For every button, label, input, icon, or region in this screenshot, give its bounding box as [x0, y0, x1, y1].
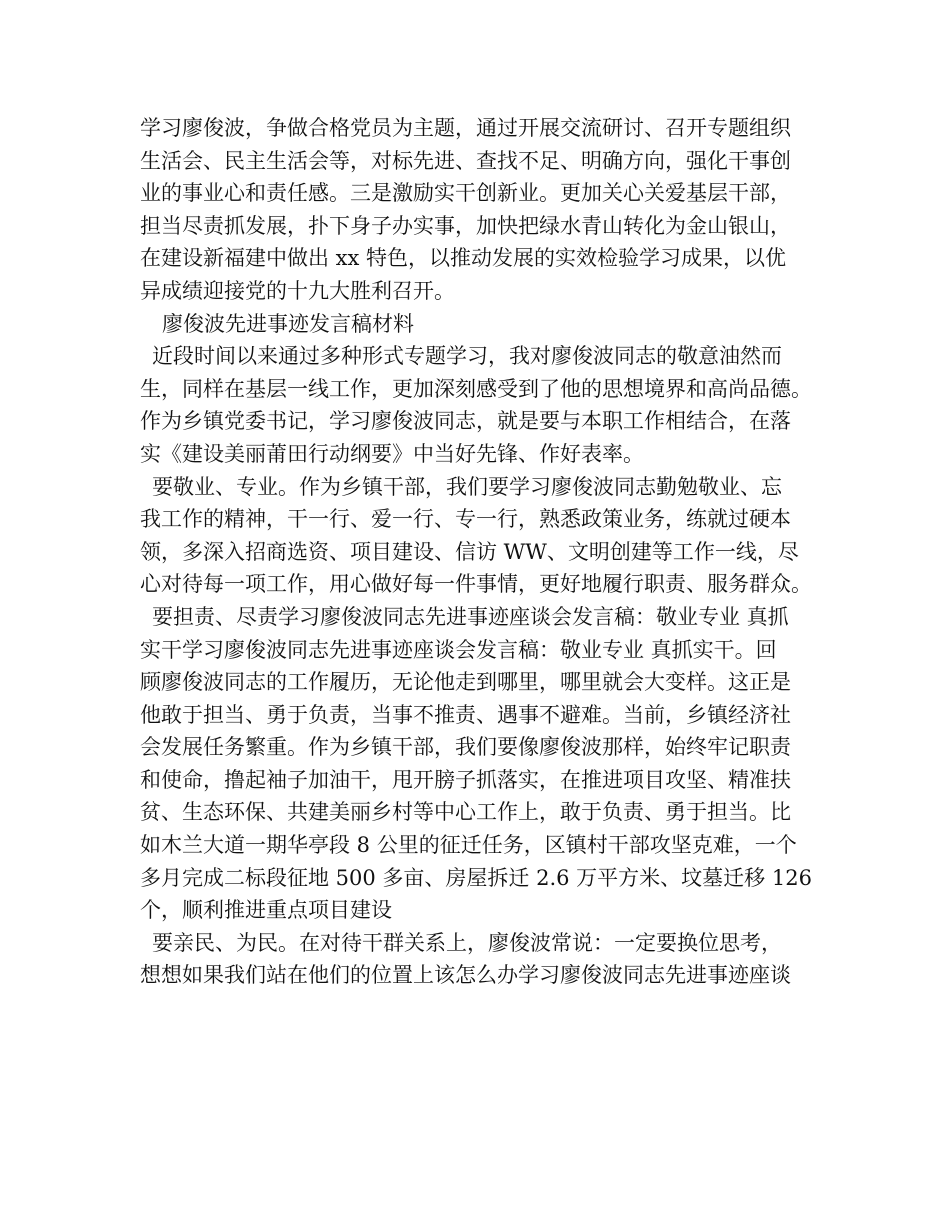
paragraph-first-line: 要担责、尽责学习廖俊波同志先进事迹座谈会发言稿：敬业专业 真抓	[152, 604, 789, 629]
body-line: 顾廖俊波同志的工作履历，无论他走到哪里，哪里就会大变样。这正是	[140, 670, 791, 695]
body-line: 业的事业心和责任感。三是激励实干创新业。更加关心关爱基层干部，	[140, 181, 791, 206]
document-body	[140, 112, 840, 992]
body-line: 个，顺利推进重点项目建设	[140, 898, 392, 923]
body-line: 异成绩迎接党的十九大胜利召开。	[140, 278, 455, 303]
paragraph-first-line: 要敬业、专业。作为乡镇干部，我们要学习廖俊波同志勤勉敬业、忘	[152, 474, 782, 499]
body-line: 领，多深入招商选资、项目建设、信访 WW、文明创建等工作一线，尽	[140, 539, 799, 564]
paragraph-first-line: 近段时间以来通过多种形式专题学习，我对廖俊波同志的敬意油然而	[152, 344, 782, 369]
body-line: 他敢于担当、勇于负责，当事不推责、遇事不避难。当前，乡镇经济社	[140, 702, 791, 727]
body-line: 学习廖俊波，争做合格党员为主题，通过开展交流研讨、召开专题组织	[140, 116, 791, 140]
body-line: 心对待每一项工作，用心做好每一件事情，更好地履行职责、服务群众。	[140, 572, 812, 597]
body-line: 想想如果我们站在他们的位置上该怎么办学习廖俊波同志先进事迹座谈	[140, 963, 791, 988]
body-line: 在建设新福建中做出 xx 特色，以推动发展的实效检验学习成果，以优	[140, 246, 787, 271]
section-title: 廖俊波先进事迹发言稿材料	[162, 311, 414, 336]
body-line: 生活会、民主生活会等，对标先进、查找不足、明确方向，强化干事创	[140, 148, 791, 173]
body-line: 担当尽责抓发展，扑下身子办实事，加快把绿水青山转化为金山银山，	[140, 213, 791, 238]
body-line: 作为乡镇党委书记，学习廖俊波同志，就是要与本职工作相结合，在落	[140, 409, 791, 434]
paragraph-first-line: 要亲民、为民。在对待干群关系上，廖俊波常说：一定要换位思考，	[152, 930, 782, 955]
body-line: 和使命，撸起袖子加油干，甩开膀子抓落实，在推进项目攻坚、精准扶	[140, 767, 791, 792]
body-line: 多月完成二标段征地 500 多亩、房屋拆迁 2.6 万平方米、坟墓迁移 126	[140, 865, 812, 890]
body-line: 会发展任务繁重。作为乡镇干部，我们要像廖俊波那样，始终牢记职责	[140, 735, 791, 760]
body-line: 实干学习廖俊波同志先进事迹座谈会发言稿：敬业专业 真抓实干。回	[140, 637, 777, 662]
body-line: 贫、生态环保、共建美丽乡村等中心工作上，敢于负责、勇于担当。比	[140, 800, 791, 825]
body-line: 实《建设美丽莆田行动纲要》中当好先锋、作好表率。	[140, 441, 644, 466]
body-line: 生，同样在基层一线工作，更加深刻感受到了他的思想境界和高尚品德。	[140, 376, 812, 401]
body-line: 如木兰大道一期华亭段 8 公里的征迁任务，区镇村干部攻坚克难，一个	[140, 833, 797, 858]
body-line: 我工作的精神，干一行、爱一行、专一行，熟悉政策业务，练就过硬本	[140, 507, 791, 532]
